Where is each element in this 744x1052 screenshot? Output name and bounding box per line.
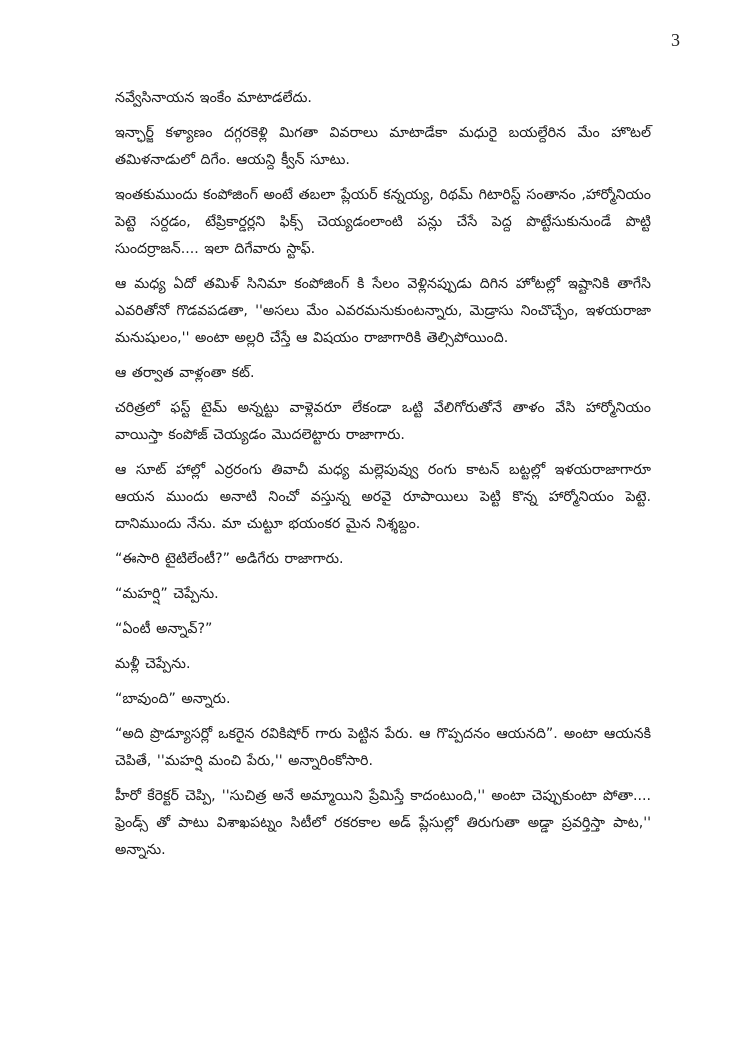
paragraph-5: ఆ తర్వాత వాళ్లంతా కట్. bbox=[115, 365, 255, 381]
page-number: 3 bbox=[671, 30, 680, 50]
paragraph-3: ఇంతకుముందు కంపోజింగ్ అంటే తబలా ప్లేయర్ కన్నయ్య, రిథమ్ గిటారిస్ట్ సంతానం ,హార్మోనియం పెట్టె సర్దడం, టేప్రికార్డర్లని ఫిక్స్ చెయ్యడంలాంటి పన్లు చేసే పెద్ద పొట్టేసుకునుండే పొట్టి సుందర్రాజన్.... ఇలా దిగేవారు స్టాఫ్. bbox=[115, 187, 651, 257]
dialogue-line-4: మళ్లీ చెప్పేను. bbox=[115, 656, 191, 672]
paragraph-2: ఇన్ఛార్జ్ కళ్యాణం దగ్గరకెళ్లి మిగతా వివరాలు మాటాడేకా మధురై బయల్దేరిన మేం హొటల్ తమిళనాడులో దిగేం. ఆయన్ది క్వీన్ సూటు. bbox=[115, 125, 651, 168]
paragraph-4: ఆ మధ్య ఏదో తమిళ్ సినిమా కంపోజింగ్ కి సేలం వెళ్లినప్పుడు దిగిన హోటల్లో ఇష్టానికి తాగేసి ఎవరితోనో గొడవపడతా, ''అసలు మేం ఎవరమనుకుంటన్నారు, మెడ్రాసు నించొచ్చేం, ఇళయరాజా మనుషులం,'' అంటా అల్లరి చేస్తే ఆ విషయం రాజాగారికి తెల్సిపోయింది. bbox=[115, 276, 651, 346]
body-text bbox=[115, 85, 651, 872]
dialogue-line-3: “ఏంటీ అన్నావ్?” bbox=[115, 621, 213, 637]
dialogue-line-5: “బావుంది” అన్నారు. bbox=[115, 691, 231, 707]
paragraph-6: చరిత్రలో ఫస్ట్ టైమ్ అన్నట్టు వాళ్లెవరూ లేకండా ఒట్టి వేలిగోరుతోనే తాళం వేసి హార్మోనియం వాయిస్తా కంపోజ్ చెయ్యడం మొదలెట్టారు రాజాగారు. bbox=[115, 400, 651, 443]
paragraph-9: హీరో కేరెక్టర్ చెప్పి, ''సుచిత్ర అనే అమ్మాయిని ప్రేమిస్తే కాదంటుంది,'' అంటా చెప్పుకుంటా పోతా.... ఫ్రెండ్స్ తో పాటు విశాఖపట్నం సిటీలో రకరకాల అడ్ ప్లేసుల్లో తిరుగుతా అడ్డా ప్రవర్తిస్తా పాట,'' అన్నాను. bbox=[115, 788, 651, 858]
dialogue-line-2: “మహర్షి” చెప్పేను. bbox=[115, 586, 219, 602]
paragraph-8: “అది ప్రొడ్యూసర్లో ఒకరైన రవికిషోర్ గారు పెట్టిన పేరు. ఆ గొప్పదనం ఆయనది”. అంటా ఆయనకి చెపితే, ''మహర్షి మంచి పేరు,'' అన్నారింకోసారి. bbox=[115, 726, 651, 769]
paragraph-7: ఆ సూట్ హాల్లో ఎర్రరంగు తివాచీ మధ్య మల్లెపువ్వు రంగు కాటన్ బట్టల్లో ఇళయరాజాగారూ ఆయన ముందు అనాటి నించో వస్తున్న అరవై రూపాయిలు పెట్టి కొన్న హార్మోనియం పెట్టె. దానిముందు నేను. మా చుట్టూ భయంకర మైన నిశ్శబ్దం. bbox=[115, 462, 651, 532]
dialogue-line-1: “ఈసారి టైటిలేంటీ?” అడిగేరు రాజాగారు. bbox=[115, 551, 344, 567]
paragraph-1: నవ్వేసినాయన ఇంకేం మాటాడలేదు. bbox=[115, 90, 312, 106]
